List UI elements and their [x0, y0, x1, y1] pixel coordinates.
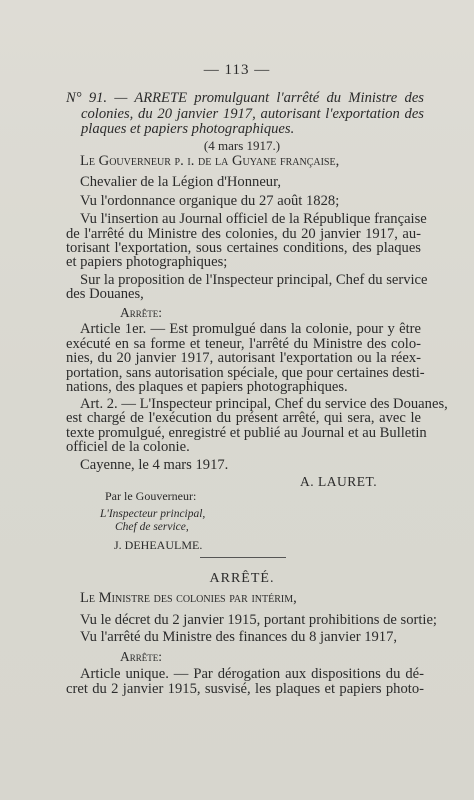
- ministre-text: Le Ministre des colonies par intérim,: [80, 590, 297, 606]
- arrete-heading-1: Arrête:: [120, 305, 162, 320]
- vu-insertion-1: Vu l'insertion au Journal officiel de la République française: [80, 211, 427, 227]
- title-line-1: N° 91. — ARRETE promulguant l'arrêté du Ministre des: [66, 90, 424, 106]
- vu-insertion-3: torisant l'exportation, sous certaines conditions, des plaques: [66, 240, 421, 256]
- vu-arrete-finances: Vu l'arrêté du Ministre des finances du 8 janvier 1917,: [80, 629, 398, 645]
- title-line-3: plaques et papiers photographiques.: [81, 121, 295, 137]
- article2-line-4: officiel de la colonie.: [66, 439, 190, 455]
- title-line-2: colonies, du 20 janvier 1917, autorisant l'exportation des: [81, 106, 424, 122]
- vu-insertion-2: de l'arrêté du Ministre des colonies, du 20 janvier 1917, au-: [66, 226, 421, 242]
- title-date: (4 mars 1917.): [203, 138, 281, 153]
- gouverneur-line: Le Gouverneur p. i. de la Guyane française,: [80, 153, 340, 169]
- article-unique-1: Article unique. — Par dérogation aux dispositions du dé-: [80, 666, 424, 682]
- section-divider: [200, 557, 286, 558]
- article1-line-2: exécuté en sa forme et teneur, l'arrêté du Ministre des colo-: [66, 336, 421, 352]
- vu-decret: Vu le décret du 2 janvier 1915, portant prohibitions de sortie;: [80, 612, 437, 628]
- sur-proposition-2: des Douanes,: [66, 286, 144, 302]
- inspecteur-line-2: Chef de service,: [115, 521, 189, 533]
- page-number: — 113 —: [203, 62, 271, 78]
- article1-line-1: Article 1er. — Est promulgué dans la colonie, pour y être: [80, 321, 421, 337]
- article1-line-3: nies, du 20 janvier 1917, autorisant l'exportation ou la réex-: [66, 350, 421, 366]
- article1-line-5: nations, des plaques et papiers photographiques.: [66, 379, 348, 395]
- inspecteur-name: J. DEHEAULME.: [114, 538, 203, 552]
- arrete2-title: ARRÊTÉ.: [209, 571, 275, 586]
- inspecteur-line-1: L'Inspecteur principal,: [100, 508, 206, 520]
- signature-lauret: A. LAURET.: [300, 474, 378, 489]
- place-date: Cayenne, le 4 mars 1917.: [80, 457, 229, 473]
- chevalier-line: Chevalier de la Légion d'Honneur,: [80, 174, 282, 190]
- vu-ordonnance: Vu l'ordonnance organique du 27 août 1828;: [80, 193, 340, 209]
- vu-insertion-4: et papiers photographiques;: [66, 254, 228, 270]
- par-gouverneur: Par le Gouverneur:: [105, 489, 197, 503]
- ministre-line: [80, 590, 438, 607]
- sur-proposition-1: Sur la proposition de l'Inspecteur principal, Chef du service: [80, 272, 428, 288]
- article2-line-1: Art. 2. — L'Inspecteur principal, Chef du service des Douanes,: [80, 396, 448, 412]
- article2-line-3: texte promulgué, enregistré et publié au Journal et au Bulletin: [66, 425, 427, 441]
- article2-line-2: est chargé de l'exécution du présent arrêté, qui sera, avec le: [66, 410, 421, 426]
- article1-line-4: portation, sans autorisation spéciale, que pour certaines desti-: [66, 365, 425, 381]
- article-unique-2: cret du 2 janvier 1915, susvisé, les plaques et papiers photo-: [66, 681, 424, 697]
- arrete-heading-2: Arrête:: [120, 649, 162, 664]
